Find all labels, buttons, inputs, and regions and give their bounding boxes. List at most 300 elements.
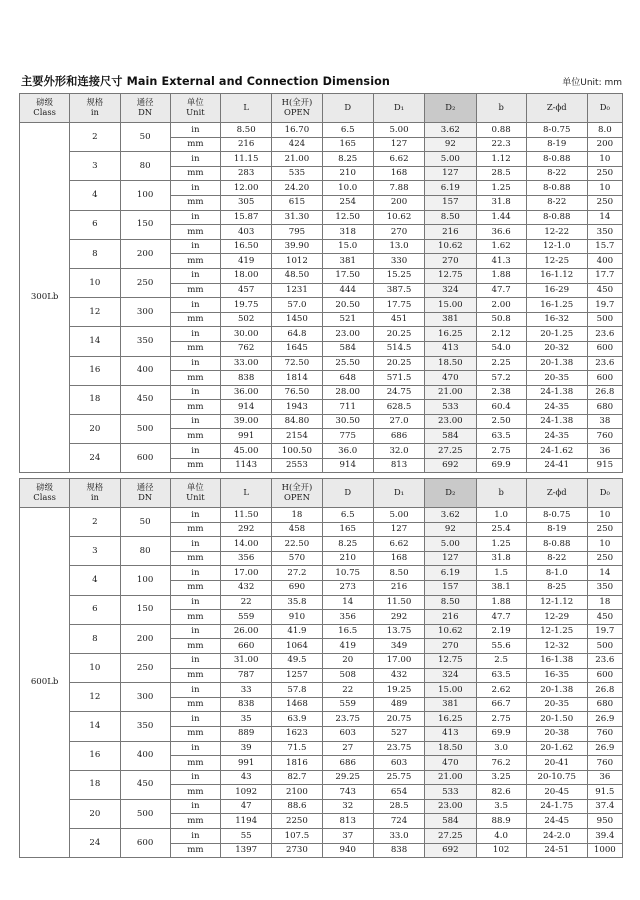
unit-cell: in: [170, 624, 220, 639]
value-cell-d2: 692: [425, 843, 476, 858]
value-cell-d2: 16.25: [425, 327, 476, 342]
value-cell-d2: 18.50: [425, 356, 476, 371]
header-row: [20, 94, 623, 123]
value-cell-l: 838: [221, 697, 272, 712]
value-cell-d1: 5.00: [373, 508, 424, 523]
header-dn-line: DN: [138, 492, 153, 502]
unit-note: 单位Unit: mm: [562, 78, 622, 88]
value-cell-d0: 760: [587, 756, 622, 771]
unit-cell: in: [170, 356, 220, 371]
header-size-line: in: [90, 492, 99, 502]
unit-cell: in: [170, 683, 220, 698]
value-cell-z-phi-d: 8-0.88: [526, 537, 587, 552]
value-cell-h-open: 76.50: [272, 385, 322, 400]
value-cell-b: 2.62: [476, 683, 526, 698]
value-cell-d: 6.5: [322, 508, 373, 523]
value-cell-d0: 500: [587, 312, 622, 327]
value-cell-h-open: 100.50: [272, 444, 322, 459]
value-cell-d0: 250: [587, 522, 622, 537]
dn-cell: 250: [120, 268, 170, 297]
value-cell-b: 38.1: [476, 580, 526, 595]
value-cell-h-open: 72.50: [272, 356, 322, 371]
header-size-line: 规格: [86, 482, 104, 493]
dn-cell: 100: [120, 181, 170, 210]
header-unit: [170, 94, 220, 123]
header-d1: [373, 94, 424, 123]
value-cell-h-open: 570: [272, 551, 322, 566]
value-cell-d: 36.0: [322, 444, 373, 459]
value-cell-l: 914: [221, 400, 272, 415]
size-cell: 14: [70, 712, 120, 741]
table-row: [20, 414, 623, 429]
header-z-phi-d: [526, 479, 587, 508]
unit-cell: mm: [170, 756, 220, 771]
dn-cell: 200: [120, 624, 170, 653]
value-cell-d1: 127: [373, 137, 424, 152]
value-cell-d1: 527: [373, 726, 424, 741]
value-cell-d2: 23.00: [425, 799, 476, 814]
value-cell-b: 2.19: [476, 624, 526, 639]
value-cell-d: 25.50: [322, 356, 373, 371]
dn-cell: 350: [120, 712, 170, 741]
value-cell-z-phi-d: 20-1.38: [526, 683, 587, 698]
value-cell-d0: 600: [587, 668, 622, 683]
table-row: [20, 268, 623, 283]
unit-cell: in: [170, 712, 220, 727]
value-cell-l: 991: [221, 429, 272, 444]
unit-cell: in: [170, 653, 220, 668]
table-row: [20, 770, 623, 785]
header-dn-line: 通径: [136, 482, 154, 493]
value-cell-d: 521: [322, 312, 373, 327]
dn-cell: 80: [120, 152, 170, 181]
table-row: [20, 799, 623, 814]
value-cell-z-phi-d: 24-2.0: [526, 829, 587, 844]
value-cell-d2: 15.00: [425, 683, 476, 698]
header-d1-line: D₁: [393, 102, 405, 113]
header-d2: [425, 479, 476, 508]
value-cell-z-phi-d: 16-32: [526, 312, 587, 327]
unit-cell: in: [170, 327, 220, 342]
value-cell-b: 1.44: [476, 210, 526, 225]
value-cell-b: 28.5: [476, 166, 526, 181]
value-cell-b: 1.88: [476, 268, 526, 283]
value-cell-d1: 6.62: [373, 537, 424, 552]
header-class: [20, 94, 70, 123]
header-d: [322, 94, 373, 123]
value-cell-d0: 23.6: [587, 327, 622, 342]
unit-cell: mm: [170, 371, 220, 386]
value-cell-z-phi-d: 20-32: [526, 341, 587, 356]
header-d0-line: D₀: [599, 487, 610, 498]
value-cell-l: 31.00: [221, 653, 272, 668]
value-cell-d0: 26.8: [587, 385, 622, 400]
value-cell-z-phi-d: 16-29: [526, 283, 587, 298]
value-cell-h-open: 795: [272, 225, 322, 240]
value-cell-d2: 21.00: [425, 770, 476, 785]
value-cell-h-open: 71.5: [272, 741, 322, 756]
value-cell-d2: 12.75: [425, 268, 476, 283]
value-cell-h-open: 690: [272, 580, 322, 595]
value-cell-h-open: 22.50: [272, 537, 322, 552]
value-cell-b: 47.7: [476, 610, 526, 625]
size-cell: 3: [70, 152, 120, 181]
unit-cell: mm: [170, 400, 220, 415]
size-cell: 14: [70, 327, 120, 356]
value-cell-b: 102: [476, 843, 526, 858]
value-cell-h-open: 2553: [272, 458, 322, 473]
header-class-line: 磅级: [36, 97, 53, 108]
value-cell-d0: 250: [587, 166, 622, 181]
value-cell-h-open: 1231: [272, 283, 322, 298]
size-cell: 10: [70, 653, 120, 682]
unit-cell: mm: [170, 610, 220, 625]
header-d-line: D: [344, 487, 352, 498]
value-cell-b: 3.25: [476, 770, 526, 785]
value-cell-z-phi-d: 12-1.0: [526, 239, 587, 254]
value-cell-d2: 8.50: [425, 595, 476, 610]
page-title: 主要外形和连接尺寸 Main External and Connection Dimension: [21, 75, 390, 88]
value-cell-b: 1.62: [476, 239, 526, 254]
value-cell-d2: 8.50: [425, 210, 476, 225]
value-cell-d1: 168: [373, 166, 424, 181]
value-cell-d: 8.25: [322, 152, 373, 167]
value-cell-d1: 7.88: [373, 181, 424, 196]
header-d-line: D: [344, 102, 352, 113]
table-row: [20, 712, 623, 727]
value-cell-h-open: 57.8: [272, 683, 322, 698]
value-cell-b: 3.0: [476, 741, 526, 756]
size-cell: 24: [70, 829, 120, 858]
value-cell-h-open: 31.30: [272, 210, 322, 225]
value-cell-l: 12.00: [221, 181, 272, 196]
value-cell-z-phi-d: 24-45: [526, 814, 587, 829]
value-cell-z-phi-d: 8-0.88: [526, 210, 587, 225]
table-row: [20, 239, 623, 254]
value-cell-z-phi-d: 20-45: [526, 785, 587, 800]
value-cell-d1: 168: [373, 551, 424, 566]
value-cell-d: 20.50: [322, 298, 373, 313]
value-cell-d0: 950: [587, 814, 622, 829]
value-cell-h-open: 535: [272, 166, 322, 181]
value-cell-d: 444: [322, 283, 373, 298]
value-cell-b: 1.88: [476, 595, 526, 610]
value-cell-d0: 91.5: [587, 785, 622, 800]
unit-cell: mm: [170, 458, 220, 473]
size-cell: 20: [70, 799, 120, 828]
value-cell-d0: 450: [587, 610, 622, 625]
value-cell-z-phi-d: 16-1.12: [526, 268, 587, 283]
dn-cell: 350: [120, 327, 170, 356]
value-cell-z-phi-d: 20-1.25: [526, 327, 587, 342]
value-cell-b: 82.6: [476, 785, 526, 800]
header-size: [70, 479, 120, 508]
unit-cell: in: [170, 268, 220, 283]
dn-cell: 300: [120, 298, 170, 327]
dn-cell: 450: [120, 385, 170, 414]
value-cell-b: 31.8: [476, 551, 526, 566]
value-cell-z-phi-d: 16-35: [526, 668, 587, 683]
header-d2-line: D₂: [445, 487, 456, 498]
value-cell-d1: 33.0: [373, 829, 424, 844]
header-d0-line: D₀: [599, 102, 610, 113]
value-cell-l: 419: [221, 254, 272, 269]
value-cell-h-open: 1623: [272, 726, 322, 741]
value-cell-d1: 17.75: [373, 298, 424, 313]
value-cell-d0: 14: [587, 210, 622, 225]
value-cell-d0: 10: [587, 152, 622, 167]
value-cell-z-phi-d: 8-0.75: [526, 508, 587, 523]
table-row: [20, 653, 623, 668]
value-cell-d2: 270: [425, 254, 476, 269]
value-cell-l: 283: [221, 166, 272, 181]
value-cell-d1: 724: [373, 814, 424, 829]
value-cell-z-phi-d: 16-1.38: [526, 653, 587, 668]
value-cell-d: 254: [322, 195, 373, 210]
value-cell-d2: 5.00: [425, 537, 476, 552]
value-cell-z-phi-d: 24-1.62: [526, 444, 587, 459]
value-cell-l: 14.00: [221, 537, 272, 552]
header-d2: [425, 94, 476, 123]
value-cell-l: 45.00: [221, 444, 272, 459]
value-cell-d: 10.0: [322, 181, 373, 196]
value-cell-d1: 13.0: [373, 239, 424, 254]
unit-cell: in: [170, 741, 220, 756]
value-cell-h-open: 1816: [272, 756, 322, 771]
value-cell-z-phi-d: 20-1.38: [526, 356, 587, 371]
unit-cell: mm: [170, 668, 220, 683]
table-row: [20, 210, 623, 225]
unit-cell: in: [170, 799, 220, 814]
value-cell-z-phi-d: 20-10.75: [526, 770, 587, 785]
unit-cell: in: [170, 181, 220, 196]
size-cell: 2: [70, 123, 120, 152]
value-cell-b: 88.9: [476, 814, 526, 829]
value-cell-d2: 92: [425, 522, 476, 537]
value-cell-z-phi-d: 8-25: [526, 580, 587, 595]
value-cell-h-open: 2154: [272, 429, 322, 444]
value-cell-d2: 413: [425, 341, 476, 356]
unit-cell: in: [170, 566, 220, 581]
header-l: [221, 479, 272, 508]
value-cell-l: 889: [221, 726, 272, 741]
value-cell-d: 29.25: [322, 770, 373, 785]
value-cell-d1: 200: [373, 195, 424, 210]
value-cell-d: 28.00: [322, 385, 373, 400]
header-unit-line: Unit: [186, 107, 205, 117]
value-cell-h-open: 18: [272, 508, 322, 523]
table-row: [20, 741, 623, 756]
value-cell-d0: 600: [587, 371, 622, 386]
value-cell-l: 305: [221, 195, 272, 210]
value-cell-b: 25.4: [476, 522, 526, 537]
unit-cell: mm: [170, 726, 220, 741]
value-cell-b: 76.2: [476, 756, 526, 771]
value-cell-b: 22.3: [476, 137, 526, 152]
value-cell-l: 19.75: [221, 298, 272, 313]
value-cell-d0: 23.6: [587, 653, 622, 668]
size-cell: 16: [70, 356, 120, 385]
value-cell-z-phi-d: 12-25: [526, 254, 587, 269]
value-cell-d: 273: [322, 580, 373, 595]
value-cell-d2: 5.00: [425, 152, 476, 167]
unit-cell: mm: [170, 697, 220, 712]
value-cell-l: 403: [221, 225, 272, 240]
value-cell-h-open: 49.5: [272, 653, 322, 668]
value-cell-d2: 157: [425, 195, 476, 210]
value-cell-h-open: 1943: [272, 400, 322, 415]
value-cell-l: 838: [221, 371, 272, 386]
value-cell-b: 2.00: [476, 298, 526, 313]
size-cell: 3: [70, 537, 120, 566]
value-cell-d0: 26.9: [587, 741, 622, 756]
value-cell-l: 432: [221, 580, 272, 595]
value-cell-d: 20: [322, 653, 373, 668]
value-cell-d0: 18: [587, 595, 622, 610]
value-cell-l: 1143: [221, 458, 272, 473]
table-row: [20, 327, 623, 342]
dimension-table-300lb: [19, 93, 623, 473]
value-cell-l: 356: [221, 551, 272, 566]
value-cell-h-open: 57.0: [272, 298, 322, 313]
value-cell-d0: 10: [587, 537, 622, 552]
header-z-phi-d-line: Z-ϕd: [546, 487, 567, 498]
dn-cell: 100: [120, 566, 170, 595]
value-cell-d2: 381: [425, 697, 476, 712]
unit-cell: in: [170, 298, 220, 313]
value-cell-z-phi-d: 16-1.25: [526, 298, 587, 313]
value-cell-d0: 10: [587, 181, 622, 196]
value-cell-h-open: 2730: [272, 843, 322, 858]
value-cell-z-phi-d: 20-35: [526, 371, 587, 386]
value-cell-l: 17.00: [221, 566, 272, 581]
unit-cell: in: [170, 123, 220, 138]
value-cell-d1: 17.00: [373, 653, 424, 668]
value-cell-b: 3.5: [476, 799, 526, 814]
header-d1-line: D₁: [393, 487, 405, 498]
unit-cell: in: [170, 444, 220, 459]
header-l: [221, 94, 272, 123]
value-cell-l: 1397: [221, 843, 272, 858]
size-cell: 6: [70, 595, 120, 624]
value-cell-d2: 27.25: [425, 829, 476, 844]
value-cell-d1: 432: [373, 668, 424, 683]
value-cell-h-open: 910: [272, 610, 322, 625]
value-cell-z-phi-d: 24-35: [526, 400, 587, 415]
value-cell-h-open: 1645: [272, 341, 322, 356]
unit-cell: in: [170, 385, 220, 400]
value-cell-d0: 37.4: [587, 799, 622, 814]
value-cell-z-phi-d: 20-41: [526, 756, 587, 771]
table-row: [20, 508, 623, 523]
value-cell-d1: 32.0: [373, 444, 424, 459]
value-cell-d0: 19.7: [587, 298, 622, 313]
value-cell-l: 660: [221, 639, 272, 654]
header-unit-line: Unit: [186, 492, 205, 502]
unit-cell: in: [170, 152, 220, 167]
value-cell-d0: 350: [587, 225, 622, 240]
value-cell-d2: 21.00: [425, 385, 476, 400]
dn-cell: 50: [120, 508, 170, 537]
header-d0: [587, 479, 622, 508]
unit-cell: mm: [170, 580, 220, 595]
value-cell-b: 55.6: [476, 639, 526, 654]
value-cell-d: 23.75: [322, 712, 373, 727]
value-cell-h-open: 41.9: [272, 624, 322, 639]
value-cell-d2: 127: [425, 551, 476, 566]
value-cell-d: 743: [322, 785, 373, 800]
header-size-line: in: [90, 107, 99, 117]
value-cell-b: 4.0: [476, 829, 526, 844]
value-cell-d0: 8.0: [587, 123, 622, 138]
value-cell-d1: 686: [373, 429, 424, 444]
dn-cell: 600: [120, 829, 170, 858]
value-cell-d1: 23.75: [373, 741, 424, 756]
size-cell: 10: [70, 268, 120, 297]
value-cell-d0: 450: [587, 283, 622, 298]
value-cell-h-open: 458: [272, 522, 322, 537]
value-cell-d: 14: [322, 595, 373, 610]
value-cell-d: 32: [322, 799, 373, 814]
value-cell-d: 508: [322, 668, 373, 683]
value-cell-b: 54.0: [476, 341, 526, 356]
value-cell-d2: 6.19: [425, 566, 476, 581]
size-cell: 4: [70, 566, 120, 595]
value-cell-l: 18.00: [221, 268, 272, 283]
unit-cell: mm: [170, 312, 220, 327]
value-cell-l: 36.00: [221, 385, 272, 400]
value-cell-d: 210: [322, 551, 373, 566]
header-class-line: 磅级: [36, 482, 53, 493]
value-cell-l: 47: [221, 799, 272, 814]
value-cell-d0: 200: [587, 137, 622, 152]
dn-cell: 200: [120, 239, 170, 268]
value-cell-h-open: 39.90: [272, 239, 322, 254]
header-dn-line: 通径: [136, 97, 154, 108]
dn-cell: 250: [120, 653, 170, 682]
header-unit-line: 单位: [187, 97, 204, 108]
value-cell-l: 8.50: [221, 123, 272, 138]
value-cell-z-phi-d: 20-35: [526, 697, 587, 712]
unit-cell: mm: [170, 843, 220, 858]
value-cell-d: 813: [322, 814, 373, 829]
value-cell-d2: 692: [425, 458, 476, 473]
size-cell: 2: [70, 508, 120, 537]
value-cell-z-phi-d: 8-1.0: [526, 566, 587, 581]
unit-cell: in: [170, 210, 220, 225]
value-cell-d2: 23.00: [425, 414, 476, 429]
value-cell-d: 23.00: [322, 327, 373, 342]
table-row: [20, 829, 623, 844]
value-cell-d1: 8.50: [373, 566, 424, 581]
header-b-line: b: [498, 102, 504, 113]
value-cell-h-open: 2250: [272, 814, 322, 829]
value-cell-d: 711: [322, 400, 373, 415]
value-cell-b: 2.5: [476, 653, 526, 668]
value-cell-z-phi-d: 12-1.12: [526, 595, 587, 610]
value-cell-d1: 838: [373, 843, 424, 858]
value-cell-h-open: 48.50: [272, 268, 322, 283]
value-cell-b: 0.88: [476, 123, 526, 138]
class-cell: 600Lb: [20, 508, 70, 858]
table-row: [20, 356, 623, 371]
header-dn: [120, 94, 170, 123]
value-cell-l: 43: [221, 770, 272, 785]
value-cell-d1: 20.25: [373, 356, 424, 371]
value-cell-d: 318: [322, 225, 373, 240]
table-row: [20, 152, 623, 167]
dn-cell: 600: [120, 444, 170, 473]
